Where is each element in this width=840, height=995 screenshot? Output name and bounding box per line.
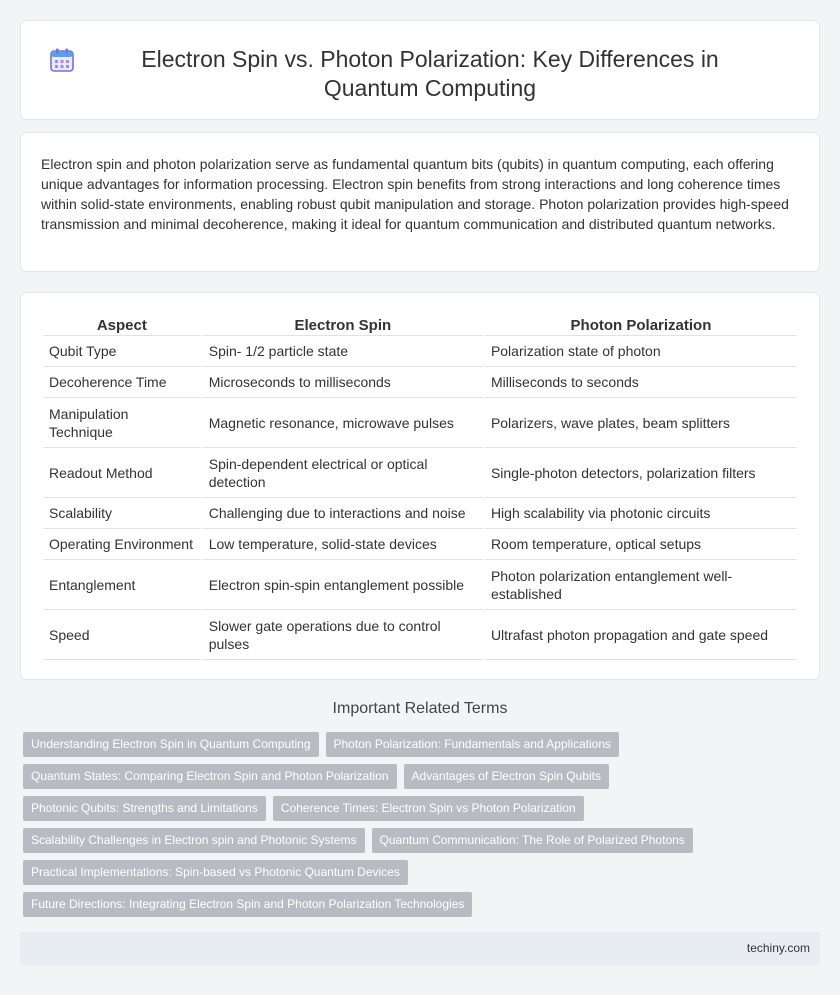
related-terms-list (23, 732, 813, 924)
table-cell: Speed (43, 610, 201, 660)
table-row (43, 560, 797, 610)
table-cell: Electron spin-spin entanglement possible (203, 560, 483, 610)
related-term-tag[interactable]: Advantages of Electron Spin Qubits (404, 764, 609, 789)
title-row (21, 45, 819, 103)
intro-paragraph: Electron spin and photon polarization serve as fundamental quantum bits (qubits) in quantum computing, each offering unique advantages for information processing. Electron spin benefits from strong interactions and long coherence times within solid-state environments, enabling robust qubit manipulation and storage. Photon polarization provides high-speed transmission and minimal decoherence, making it ideal for quantum communication and distributed quantum networks. (41, 156, 789, 232)
table-cell: Manipulation Technique (43, 398, 201, 448)
table-row (43, 336, 797, 367)
table-cell: Single-photon detectors, polarization filters (485, 448, 797, 498)
related-term-tag[interactable]: Quantum States: Comparing Electron Spin and Photon Polarization (23, 764, 397, 789)
footer-brand[interactable]: techiny.com (746, 941, 810, 955)
table-cell: Magnetic resonance, microwave pulses (203, 398, 483, 448)
table-header-row (43, 315, 797, 336)
calendar-icon (49, 47, 75, 73)
tag-row (23, 860, 813, 885)
related-term-tag[interactable]: Practical Implementations: Spin-based vs Photonic Quantum Devices (23, 860, 408, 885)
column-header-aspect: Aspect (43, 315, 201, 336)
table-cell: Scalability (43, 498, 201, 529)
intro-card (20, 132, 820, 272)
tag-row (23, 828, 813, 853)
table-cell: High scalability via photonic circuits (485, 498, 797, 529)
table-cell: Qubit Type (43, 336, 201, 367)
related-term-tag[interactable]: Coherence Times: Electron Spin vs Photon Polarization (273, 796, 584, 821)
table-cell: Room temperature, optical setups (485, 529, 797, 560)
table-cell: Low temperature, solid-state devices (203, 529, 483, 560)
page-title: Electron Spin vs. Photon Polarization: Key Differences in Quantum Computing (141, 46, 719, 101)
tag-row (23, 764, 813, 789)
table-cell: Challenging due to interactions and noise (203, 498, 483, 529)
table-row (43, 448, 797, 498)
tag-row (23, 796, 813, 821)
table-cell: Polarizers, wave plates, beam splitters (485, 398, 797, 448)
tag-row (23, 732, 813, 757)
tag-row (23, 892, 813, 917)
comparison-table-card (20, 292, 820, 680)
related-term-tag[interactable]: Understanding Electron Spin in Quantum Computing (23, 732, 319, 757)
table-cell: Spin-dependent electrical or optical detection (203, 448, 483, 498)
column-header-electron-spin: Electron Spin (203, 315, 483, 336)
table-cell: Decoherence Time (43, 367, 201, 398)
table-cell: Polarization state of photon (485, 336, 797, 367)
table-cell: Readout Method (43, 448, 201, 498)
related-term-tag[interactable]: Future Directions: Integrating Electron Spin and Photon Polarization Technologies (23, 892, 472, 917)
table-cell: Microseconds to milliseconds (203, 367, 483, 398)
table-row (43, 529, 797, 560)
comparison-table (41, 315, 799, 660)
table-cell: Photon polarization entanglement well-established (485, 560, 797, 610)
table-cell: Operating Environment (43, 529, 201, 560)
related-term-tag[interactable]: Scalability Challenges in Electron spin and Photonic Systems (23, 828, 365, 853)
table-cell: Slower gate operations due to control pulses (203, 610, 483, 660)
related-term-tag[interactable]: Photonic Qubits: Strengths and Limitations (23, 796, 266, 821)
footer (20, 932, 820, 966)
column-header-photon-polarization: Photon Polarization (485, 315, 797, 336)
table-cell: Entanglement (43, 560, 201, 610)
table-row (43, 610, 797, 660)
table-cell: Spin- 1/2 particle state (203, 336, 483, 367)
related-term-tag[interactable]: Quantum Communication: The Role of Polarized Photons (372, 828, 693, 853)
related-term-tag[interactable]: Photon Polarization: Fundamentals and Applications (326, 732, 620, 757)
table-row (43, 498, 797, 529)
table-cell: Ultrafast photon propagation and gate speed (485, 610, 797, 660)
header-card (20, 20, 820, 120)
table-row (43, 398, 797, 448)
table-cell: Milliseconds to seconds (485, 367, 797, 398)
related-terms-heading: Important Related Terms (332, 700, 508, 717)
table-row (43, 367, 797, 398)
